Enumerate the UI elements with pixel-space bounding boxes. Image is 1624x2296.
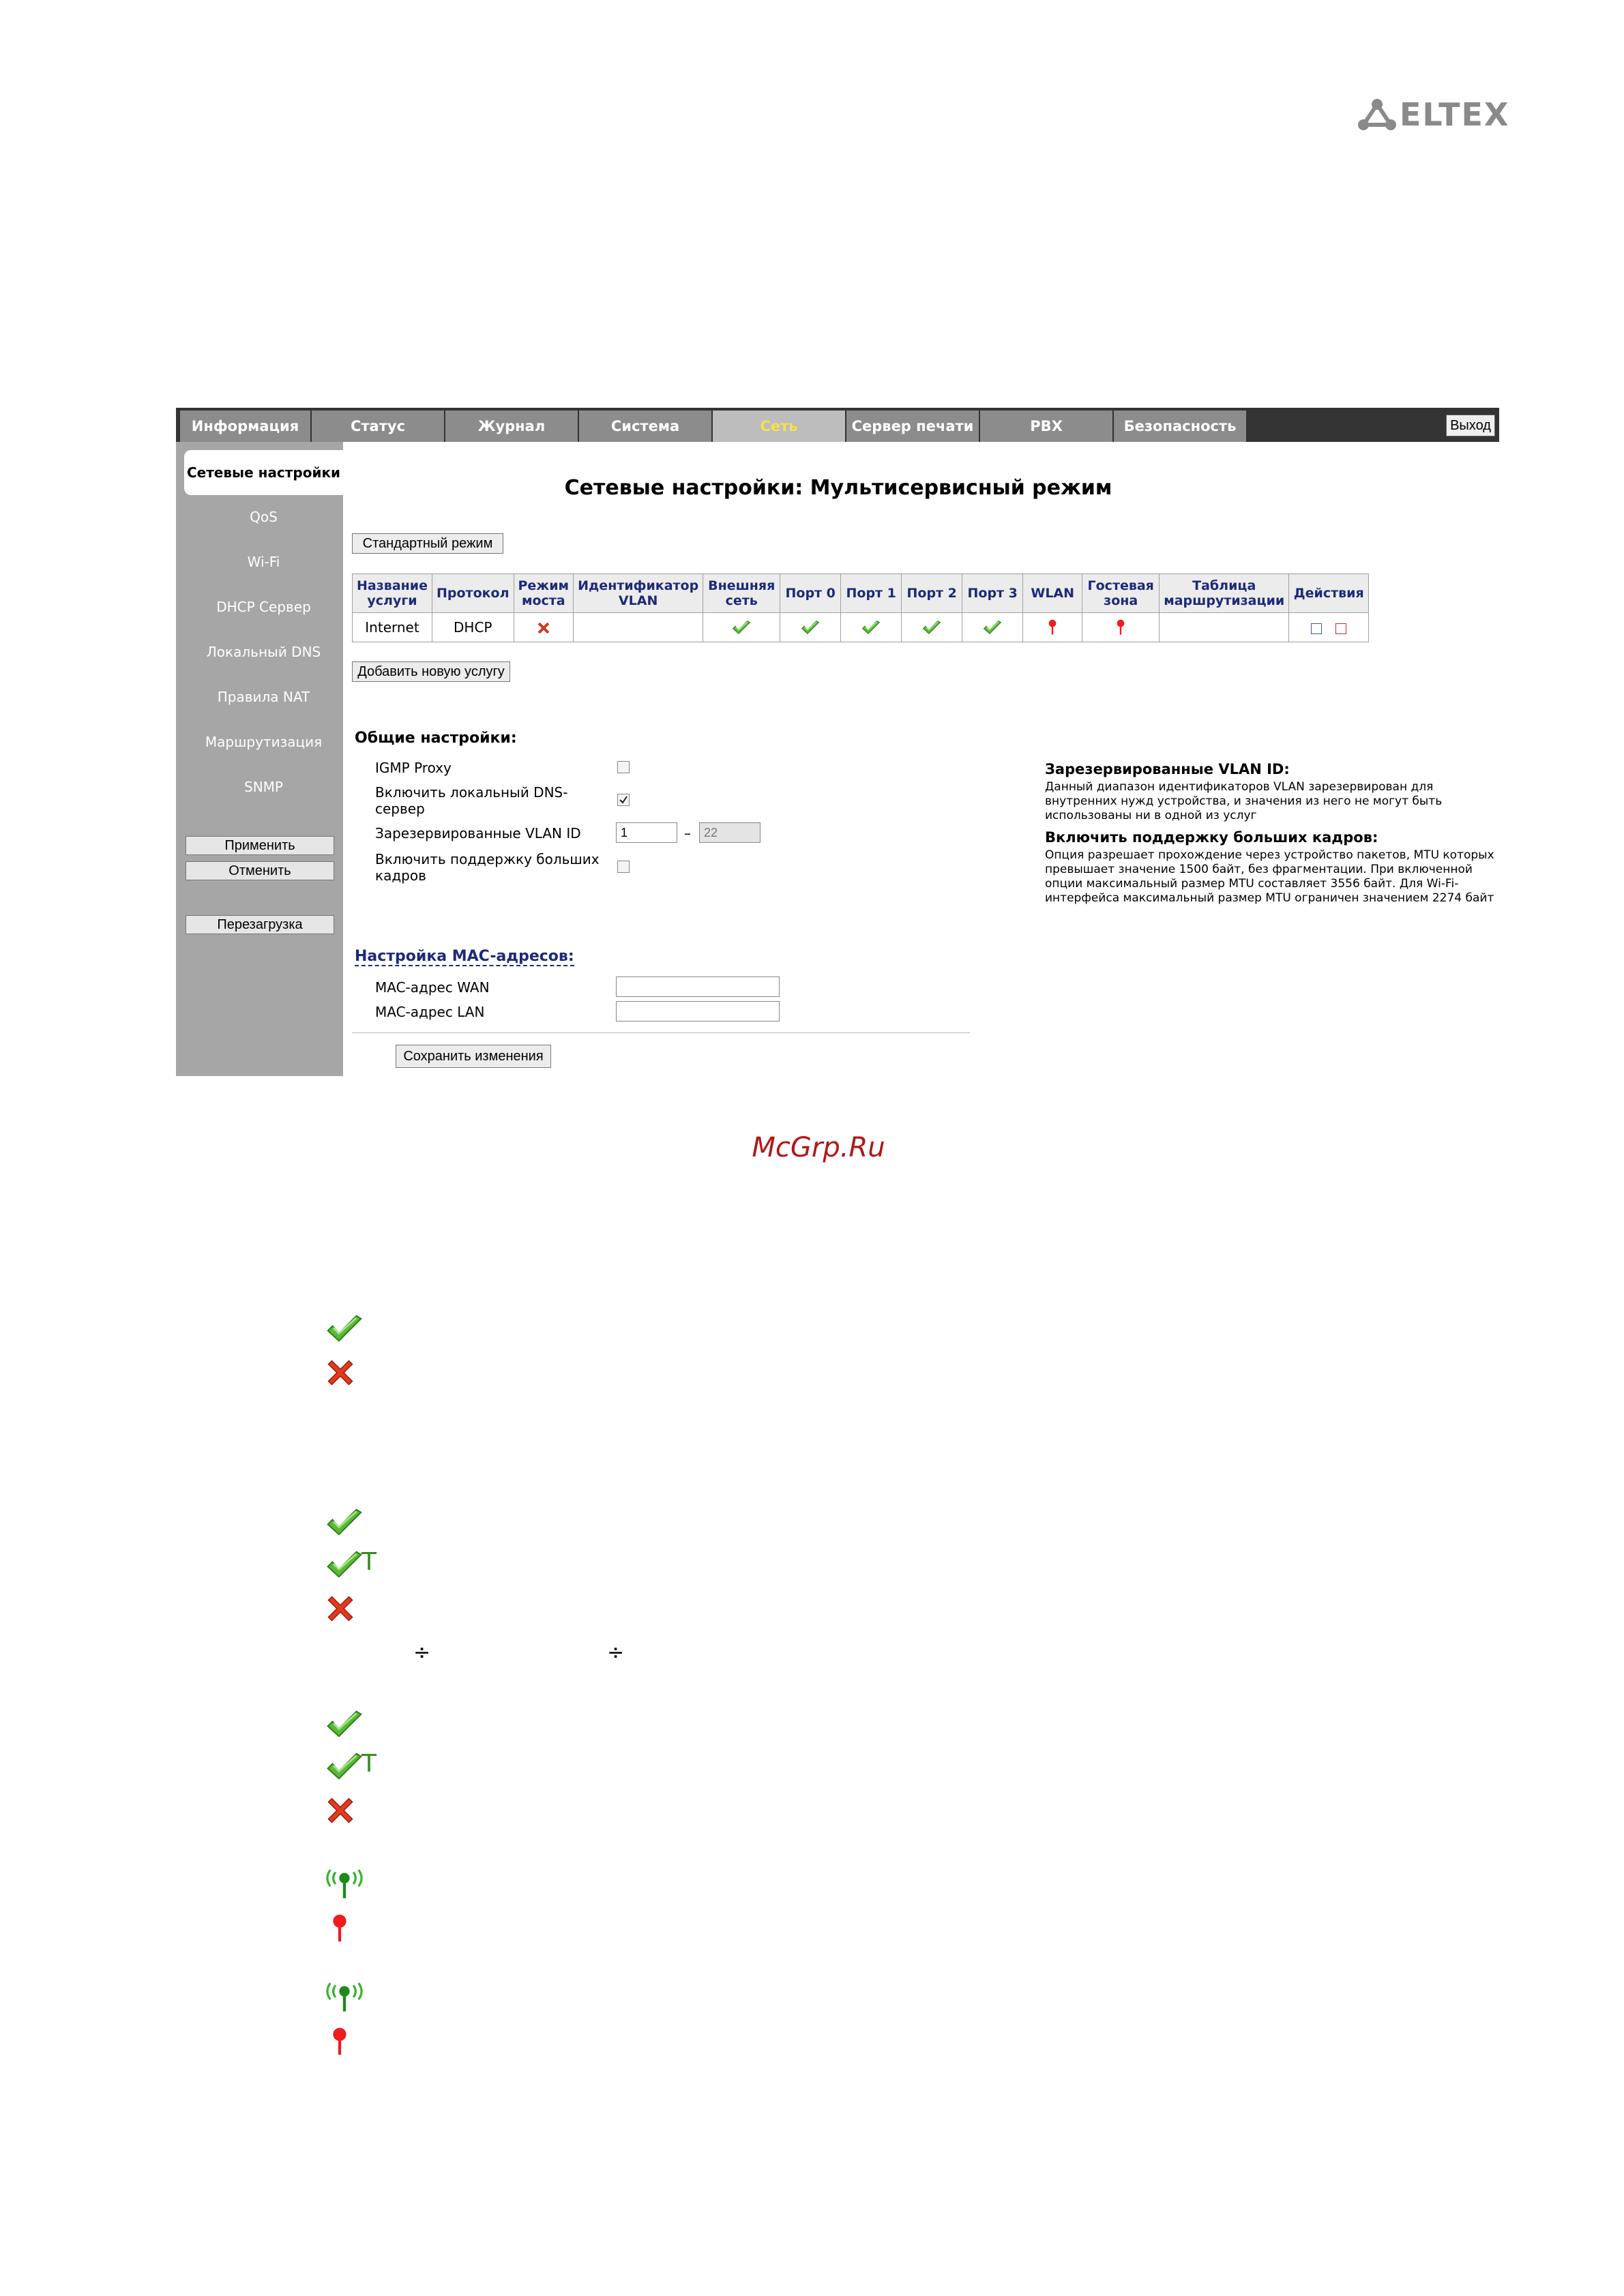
legend-wifi-off-icon [329,1912,351,1945]
mac-settings-heading[interactable]: Настройка MAC-адресов: [355,948,574,965]
col-wlan: WLAN [1023,574,1082,613]
vlan-from-input[interactable]: 1 [616,822,677,843]
legend-check-icon [326,1710,363,1740]
watermark: McGrp.Ru [752,1132,885,1163]
wlan-off-icon [1114,618,1127,636]
cell-wlan [1023,613,1082,642]
col-routing-table: Таблица маршрутизации [1160,574,1289,613]
help-vlan-text: Данный диапазон идентификаторов VLAN зарезервирован для внутренних нужд устройства, и значения из него не могут быть использованы ни в одной из услуг [1045,780,1443,822]
cell-routing-table [1160,613,1289,642]
sidebar [176,442,343,1076]
legend-wifi-off-icon [329,2025,351,2058]
sidebar-item-dhcp[interactable]: DHCP Сервер [216,599,311,615]
services-table [352,573,1369,642]
save-changes-button[interactable]: Сохранить изменения [396,1045,551,1068]
table-row [353,613,1369,642]
col-external-net: Внешняя сеть [703,574,780,613]
col-guest-zone: Гостевая зона [1082,574,1160,613]
col-port1: Порт 1 [841,574,902,613]
local-dns-label: Включить локальный DNS-сервер [375,784,568,817]
cross-icon [534,621,553,636]
help-vlan-heading: Зарезервированные VLAN ID: [1045,761,1290,777]
col-service-name: Название услуги [353,574,432,613]
sidebar-item-routing[interactable]: Маршрутизация [205,734,323,750]
cell-service-name: Internet [353,613,432,642]
check-icon [983,621,1002,636]
logout-button[interactable]: Выход [1446,415,1495,436]
sidebar-item-qos[interactable]: QoS [250,509,278,525]
check-icon [732,621,751,636]
vlan-to-input: 22 [699,822,761,843]
cell-vlan-id [574,613,703,642]
reserved-vlan-label: Зарезервированные VLAN ID [375,825,581,841]
col-port2: Порт 2 [902,574,962,613]
division-sign: ÷ [413,1641,431,1665]
tab-2[interactable]: Журнал [445,411,579,442]
legend-check-icon [326,1315,363,1345]
col-protocol: Протокол [432,574,514,613]
col-vlan-id: Идентификатор VLAN [574,574,703,613]
tab-0[interactable]: Информация [180,411,312,442]
check-icon [801,621,820,636]
sidebar-item-dns[interactable]: Локальный DNS [206,644,321,660]
tab-3[interactable]: Система [579,411,713,442]
legend-wifi-on-icon [322,1868,367,1901]
legend-cross-icon [323,1793,357,1828]
top-nav-bar [176,408,1499,442]
cell-guest-zone [1082,613,1160,642]
igmp-proxy-label: IGMP Proxy [375,760,452,776]
check-icon [861,621,881,636]
tab-5[interactable]: Сервер печати [846,411,980,442]
legend-check-icon [326,1508,363,1538]
legend-cross-icon [323,1592,357,1626]
tab-4[interactable]: Сеть [713,411,846,442]
divider [352,1032,970,1033]
col-port0: Порт 0 [780,574,841,613]
cell-protocol: DHCP [432,613,514,642]
cancel-button[interactable]: Отменить [186,861,334,880]
legend-wifi-on-icon [322,1982,367,2014]
tab-7[interactable]: Безопасность [1114,411,1247,442]
tab-6[interactable]: PBX [980,411,1114,442]
local-dns-checkbox[interactable] [617,794,630,806]
sidebar-item-snmp[interactable]: SNMP [244,779,283,795]
mac-lan-label: MAC-адрес LAN [375,1004,485,1020]
wlan-off-icon [1046,618,1059,636]
legend-cross-icon [323,1356,357,1390]
legend-check-tagged-icon [326,1551,363,1581]
tagged-mark: T [361,1548,377,1576]
vlan-range-dash: – [684,825,691,841]
check-icon [922,621,941,636]
cell-port1 [841,613,902,642]
cell-port2 [902,613,962,642]
mac-wan-input[interactable] [616,976,780,997]
general-settings-heading: Общие настройки: [355,730,517,747]
help-jumbo-text: Опция разрешает прохождение через устройство пакетов, MTU которых превышает значение 1500 байт, без фрагментации. При включенной опции максимальный размер MTU составляет 3556 байт. Для Wi-Fi-интерфейса максимальный размер MTU ограничен значением 2274 байт [1045,848,1494,905]
eltex-logo-icon [1357,98,1397,132]
igmp-proxy-checkbox[interactable] [617,761,630,773]
tagged-mark: T [361,1750,377,1778]
cell-bridge-mode [514,613,574,642]
delete-icon[interactable] [1335,623,1346,634]
mac-wan-label: MAC-адрес WAN [375,979,490,996]
col-port3: Порт 3 [962,574,1023,613]
router-ui [176,408,1499,1076]
page-title: Сетевые настройки: Мультисервисный режим [564,476,1112,500]
sidebar-item-nat[interactable]: Правила NAT [217,689,310,705]
legend-check-tagged-icon [326,1753,363,1783]
jumbo-frames-label: Включить поддержку больших кадров [375,851,600,884]
checkmark-icon [618,794,629,805]
col-bridge-mode: Режим моста [514,574,574,613]
division-sign: ÷ [607,1641,625,1665]
tab-1[interactable]: Статус [312,411,445,442]
jumbo-frames-checkbox[interactable] [617,861,630,873]
col-actions: Действия [1289,574,1369,613]
edit-icon[interactable] [1311,623,1322,634]
logo-text: ELTEX [1400,96,1510,133]
table-header-row [353,574,1369,613]
standard-mode-button[interactable]: Стандартный режим [352,533,503,554]
cell-actions [1289,613,1369,642]
sidebar-item-wifi[interactable]: Wi-Fi [247,554,280,570]
reboot-button[interactable]: Перезагрузка [186,915,334,934]
cell-port3 [962,613,1023,642]
eltex-logo [1357,94,1521,135]
cell-port0 [780,613,841,642]
help-jumbo-heading: Включить поддержку больших кадров: [1045,829,1378,846]
cell-external-net [703,613,780,642]
add-service-button[interactable]: Добавить новую услугу [352,661,510,682]
apply-button[interactable]: Применить [186,836,334,855]
sidebar-item-network-settings[interactable]: Сетевые настройки [184,450,343,495]
mac-lan-input[interactable] [616,1001,780,1022]
